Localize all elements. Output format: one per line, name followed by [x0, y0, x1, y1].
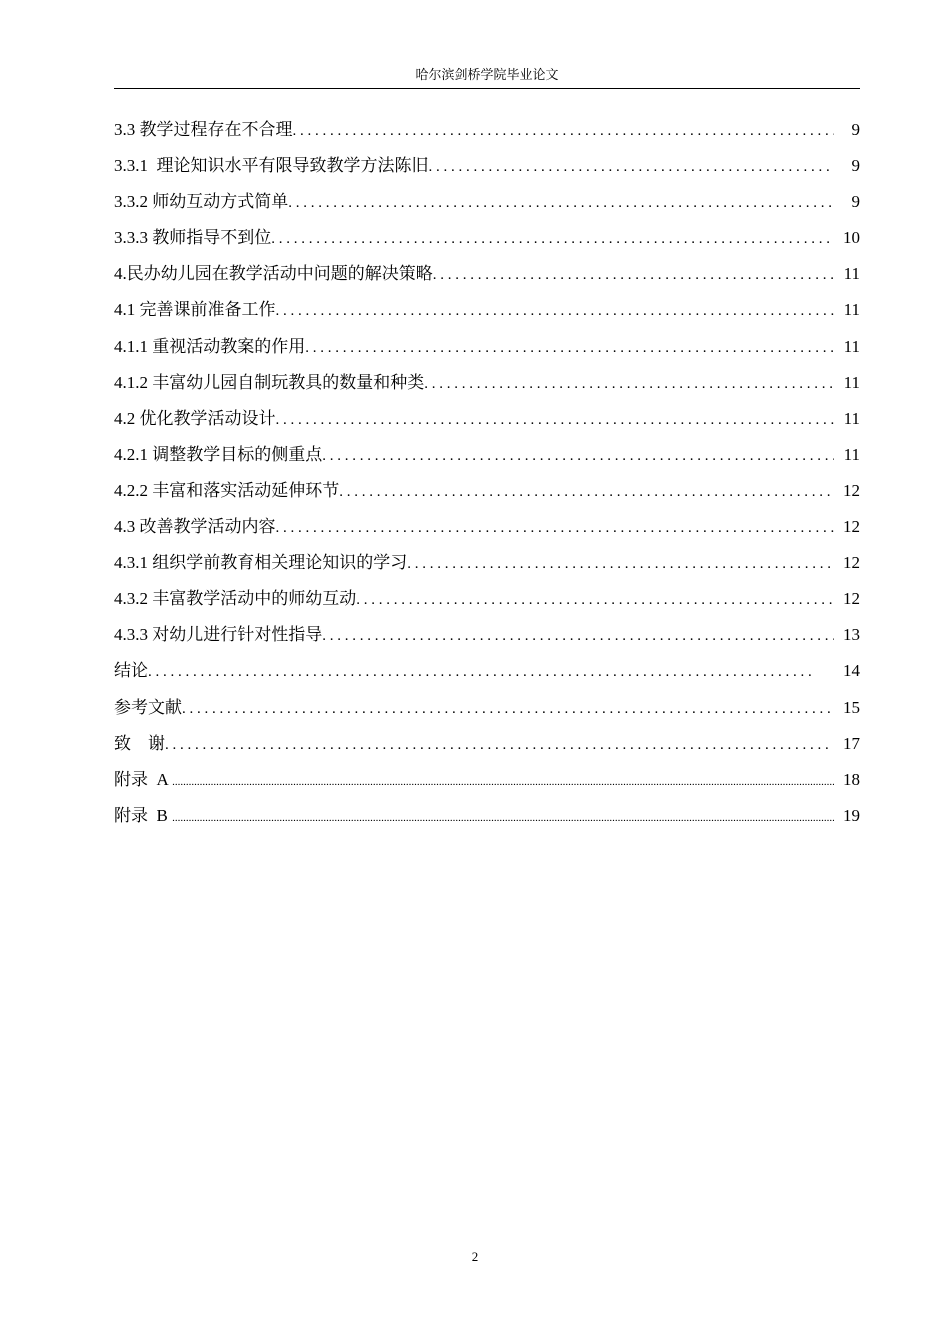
toc-entry-title: 4.1 完善课前准备工作	[114, 300, 276, 320]
header-title: 哈尔滨剑桥学院毕业论文	[415, 67, 559, 82]
toc-entry[interactable]	[114, 726, 860, 762]
toc-entry-title: 4.3 改善教学活动内容	[114, 517, 276, 537]
toc-entry-title: 3.3.1 理论知识水平有限导致教学方法陈旧	[114, 156, 429, 176]
toc-leader-dots	[172, 800, 834, 836]
toc-entry-title: 4.2 优化教学活动设计	[114, 408, 276, 428]
toc-leader-dots	[305, 330, 834, 366]
toc-entry-page: 9	[851, 156, 860, 176]
toc-entry-title: 附录 B	[114, 805, 173, 825]
toc-entry-page: 15	[843, 697, 860, 717]
toc-entry-page: 11	[843, 372, 860, 392]
toc-entry-page: 10	[843, 228, 860, 248]
toc-entry-title: 4.1.2 丰富幼儿园自制玩教具的数量和种类	[114, 372, 425, 392]
toc-entry[interactable]	[114, 329, 860, 365]
toc-entry-title: 4.2.2 丰富和落实活动延伸环节	[114, 480, 340, 500]
toc-leader-dots	[276, 510, 835, 546]
toc-entry-title: 3.3.3 教师指导不到位	[114, 228, 272, 248]
toc-leader-dots	[165, 727, 834, 763]
toc-entry-page: 12	[843, 480, 860, 500]
toc-entry[interactable]	[114, 617, 860, 653]
toc-leader-dots	[148, 654, 834, 690]
toc-entry[interactable]	[114, 365, 860, 401]
running-header	[114, 66, 860, 89]
toc-entry[interactable]	[114, 690, 860, 726]
toc-entry-page: 11	[843, 300, 860, 320]
toc-leader-dots	[172, 764, 834, 800]
toc-entry[interactable]	[114, 509, 860, 545]
toc-entry[interactable]	[114, 762, 860, 798]
toc-entry-title: 4.1.1 重视活动教案的作用	[114, 336, 306, 356]
toc-entry[interactable]	[114, 401, 860, 437]
table-of-contents	[114, 112, 860, 834]
toc-entry[interactable]	[114, 545, 860, 581]
toc-entry-page: 9	[851, 120, 860, 139]
toc-entry[interactable]	[114, 112, 860, 148]
toc-leader-dots	[322, 618, 834, 654]
toc-entry-page: 12	[843, 589, 860, 609]
toc-entry[interactable]	[114, 581, 860, 617]
toc-leader-dots	[424, 366, 834, 402]
page-number: 2	[471, 1249, 479, 1264]
toc-leader-dots	[322, 438, 834, 474]
toc-entry[interactable]	[114, 292, 860, 328]
toc-entry-title: 4.3.3 对幼儿进行针对性指导	[114, 625, 323, 645]
toc-leader-dots	[429, 149, 835, 185]
toc-entry-title: 4.民办幼儿园在教学活动中问题的解决策略	[114, 264, 433, 284]
toc-entry-page: 17	[843, 733, 860, 753]
toc-entry-page: 11	[843, 264, 860, 284]
toc-entry-page: 18	[843, 769, 860, 789]
toc-entry-page: 11	[843, 336, 860, 356]
toc-entry-title: 4.3.1 组织学前教育相关理论知识的学习	[114, 553, 408, 573]
toc-leader-dots	[271, 221, 834, 257]
toc-entry-title: 3.3.2 师幼互动方式简单	[114, 192, 289, 212]
toc-entry-title: 4.2.1 调整教学目标的侧重点	[114, 444, 323, 464]
toc-entry-page: 9	[851, 192, 860, 212]
toc-entry-page: 12	[843, 517, 860, 537]
toc-leader-dots	[293, 113, 835, 149]
toc-leader-dots	[339, 474, 834, 510]
toc-entry[interactable]	[114, 148, 860, 184]
toc-entry[interactable]	[114, 798, 860, 834]
toc-leader-dots	[276, 293, 835, 329]
toc-leader-dots	[182, 691, 834, 727]
toc-leader-dots	[407, 546, 834, 582]
toc-entry[interactable]	[114, 653, 860, 689]
toc-entry-page: 14	[843, 661, 860, 681]
toc-entry[interactable]	[114, 220, 860, 256]
toc-entry-page: 11	[843, 444, 860, 464]
toc-entry-page: 12	[843, 553, 860, 573]
toc-leader-dots	[276, 402, 835, 438]
toc-entry-title: 附录 A	[114, 769, 173, 789]
toc-entry-page: 19	[843, 805, 860, 825]
toc-leader-dots	[356, 582, 834, 618]
toc-leader-dots	[433, 257, 834, 293]
toc-entry[interactable]	[114, 437, 860, 473]
toc-leader-dots	[288, 185, 834, 221]
toc-entry-title: 致 谢	[114, 733, 165, 753]
toc-entry[interactable]	[114, 473, 860, 509]
toc-entry-title: 4.3.2 丰富教学活动中的师幼互动	[114, 589, 357, 609]
toc-entry-title: 结论	[114, 661, 148, 681]
toc-entry-page: 13	[843, 625, 860, 645]
toc-entry[interactable]	[114, 184, 860, 220]
toc-entry[interactable]	[114, 256, 860, 292]
toc-entry-title: 3.3 教学过程存在不合理	[114, 120, 293, 139]
toc-entry-page: 11	[843, 408, 860, 428]
toc-entry-title: 参考文献	[114, 697, 182, 717]
